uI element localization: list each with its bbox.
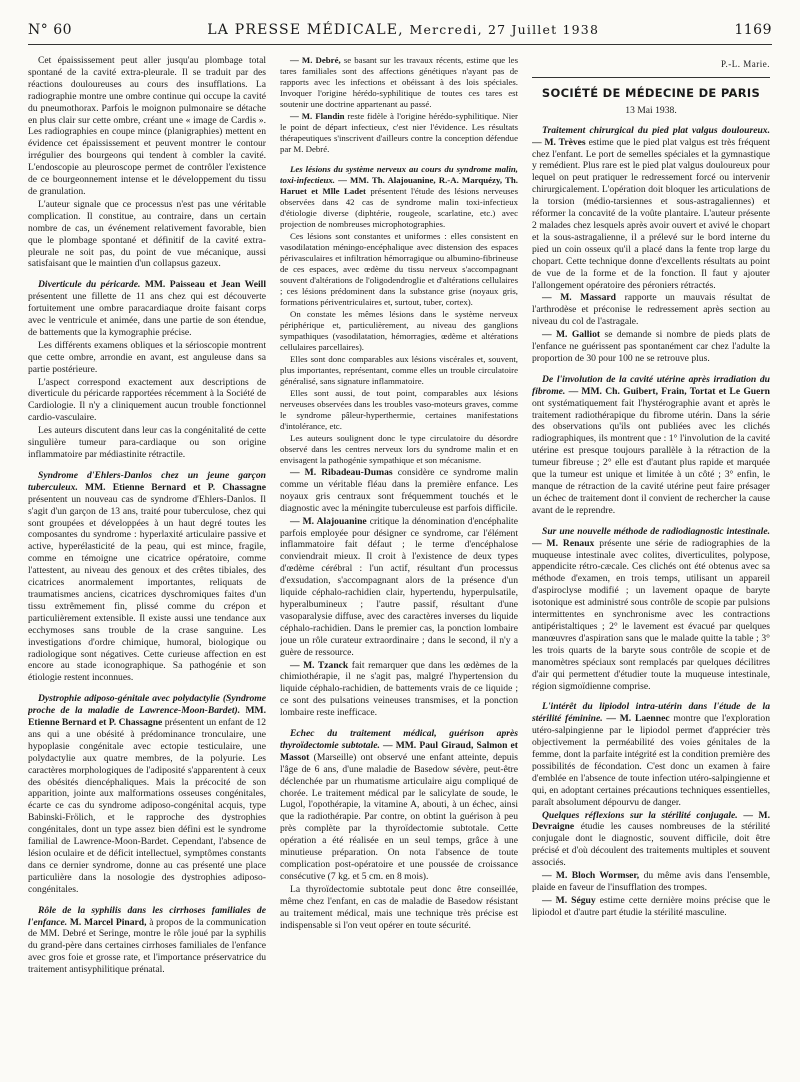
section-rule — [532, 77, 770, 78]
paragraph-text: critique la dénomination d'encéphalite parfois employée pour désigner ce syndrome, car l'élément inflammatoire fait défaut ; le terme d'encéphalose conviendrait mieux. Il croit à l'existence de deux types d'œdème cérébral : l'un actif, résultant d'un processus d'exsudation, s'accompagnant alors de la présence d'un liquide céphalo-rachidien clair, hypertendu, hyperpulsatile, hyperalbumineux ; l'autre passif, résultant d'une vasoparalysie diffuse, avec des caractères inverses du liquide céphalo-rachidien. Dans le premier cas, la ponction lombaire joue un rôle curateur extraordinaire ; dans le second, il n'y a guère de ressource. — [280, 515, 518, 658]
authors: MM. Etienne Bernard et P. Chassagne — [85, 481, 266, 493]
paragraph-text: Ces lésions sont constantes et uniformes : elles consistent en vasodilatation méningo-encéphalique avec distension des espaces périvasculaires et infiltration hémorragique ou albumino-fibrineuse de ces espaces, avec œdème du tissu nerveux s'accompagnant souvent d'altérations de l'oligodendroglie et d'altérations cellulaires ; ces lésions prédominent dans la substance grise (noyaux gris, formations périventriculaires et, surtout, tuber, cortex). — [280, 231, 518, 307]
section-title: Syndrome d'Ehlers-Danlos chez un jeune garçon tuberculeux. — [28, 469, 266, 493]
paragraph-text: du même avis dans l'ensemble, plaide en faveur de l'insufflation des trompes. — [532, 870, 770, 893]
authors: M. Marcel Pinard, — [69, 916, 147, 928]
paragraph-text: fait remarquer que dans les œdèmes de la chimiothérapie, il ne s'agit pas, malgré l'hypertension du liquide céphalo-rachidien, de battements vrais de ce liquide ; ce sont des pulsations veineuses transmises, et la ponction lombaire reste inefficace. — [280, 659, 518, 719]
page-header — [28, 22, 772, 44]
paragraph-text: présentent une fillette de 11 ans chez qui est découverte fortuitement une ombre paracardiaque droite faisant corps avec le ventricule et animée, dans une partie de son étendue, de battements que la kymographie précise. — [28, 291, 266, 338]
paragraph — [280, 728, 518, 883]
paragraph-text: présentent l'étude des lésions nerveuses observées dans 42 cas de syndrome malin toxi-infectieux d'étiologie diverse (diphtérie, rougeole, scarlatine, etc.) avec projection de nombreuses microphotographies. — [280, 186, 518, 229]
paragraph — [280, 231, 518, 308]
paragraph — [532, 895, 770, 919]
paragraph — [532, 870, 770, 894]
paragraph — [28, 55, 266, 198]
paragraph — [532, 526, 770, 693]
paragraph — [532, 374, 770, 517]
paragraph-text: ont systématiquement fait l'hystérographie avant et après le traitement radiothérapique du fibrome utérin. Dans la série des observations qu'ils ont publiées avec les clichés radiographiques, ils montrent que : 1° l'involution de la cavité utérine est presque toujours parallèle à la rétraction de la tumeur fibreuse ; 2° elle est d'autant plus rapide et marquée que la tumeur est unique et limitée à un côté ; 3° enfin, le manque de rétraction de la cavité utérine peut faire présager un échec de traitement dont il convient de rechercher la cause avant de le reprendre. — [532, 397, 770, 516]
paragraph-text: présentent un nouveau cas de syndrome d'Ehlers-Danlos. Il s'agit d'un garçon de 13 ans, traité pour tuberculose, chez qui sont groupées et développées à un haut degré toutes les composantes du syndrome : hyperlaxité articulaire passive et active, hyperélasticité de la peau, qui est mince, fragile, comme en témoigne une cicatrice opératoire, comme l'attestent, au niveau des genoux et des crêtes tibiales, des cicatrices anormalement importantes, reliquats de traumatismes anciens, cicatrices dyschromiques faites d'un tissu extrêmement fin, plissé comme du crépon et particulièrement extensible. Il existe aussi une tendance aux ecchymoses sans trouble de la crase sanguine. Les investigations d'ordre chimique, humoral, biologique ou radiologique sont négatives. Cette curieuse affection en est encore au stade iconographique. Sa pathogénie et son étiologie restent inconnues. — [28, 493, 266, 684]
paragraph-text: Les auteurs discutent dans leur cas la congénitalité de cette singulière tumeur para-cardiaque ou son origine inflammatoire par médiastinite rétractile. — [28, 425, 266, 460]
paragraph-text: Les différents examens obliques et la sérioscopie montrent que cette ombre, arrondie en avant, est anguleuse dans sa partie postérieure. — [28, 339, 266, 375]
authors: — MM. Ch. Guibert, Frain, Tortat et Le Guern — [568, 385, 770, 397]
paragraph — [28, 340, 266, 376]
paragraph — [280, 309, 518, 353]
authors: — M. Tzanck — [290, 659, 349, 671]
authors: — MM. Th. Alajouanine, R.-A. Marquézy, Th. Haruet et Mlle Ladet — [280, 175, 518, 196]
issue-number: N° 60 — [28, 22, 73, 38]
paragraph — [532, 125, 770, 292]
column-3 — [532, 55, 770, 1070]
authors: — M. Laennec — [606, 713, 670, 725]
society-title: SOCIÉTÉ DE MÉDECINE DE PARIS — [541, 85, 761, 100]
section-title: Sur une nouvelle méthode de radiodiagnostic intestinale. — [542, 525, 770, 537]
paragraph-text: rapporte un mauvais résultat de l'arthrodèse et préconise le redressement après section au niveau du col de l'astragale. — [532, 292, 770, 328]
authors: — M. Massard — [542, 292, 617, 304]
paragraph — [280, 467, 518, 515]
section-title: Dystrophie adiposo-génitale avec polydactylie (Syndrome proche de la maladie de Lawrence-Moon-Bardet). — [28, 693, 266, 717]
place: (Marseille) — [313, 751, 357, 763]
paragraph-text: à propos de la communication de MM. Debré et Seringe, montre le rôle joué par la syphilis du grand-père dans certaines cirrhoses familiales de l'enfance avec gros foie et grosse rate, et l'importance préservatrice du traitement antisyphilitique prénatal. — [28, 916, 266, 976]
paragraph — [280, 660, 518, 720]
paragraph-text: montre que l'exploration utéro-salpingienne par le lipiodol permet d'apprécier très objectivement la perméabilité des voies génitales de la femme, dont la parfaite intégrité est la condition première des possibilités de fécondation. C'est donc un examen à faire d'emblée en l'absence de toute infection utéro-salpingienne et qui, en adoptant certaines précautions techniques essentielles, paraît absolument dépourvu de danger. — [532, 713, 770, 808]
section-title: Traitement chirurgical du pied plat valgus douloureux. — [542, 124, 770, 136]
authors: MM. Etienne Bernard et P. Chassagne — [28, 705, 266, 729]
paragraph-text: estime que le pied plat valgus est très fréquent chez l'enfant. Le port de semelles spéciales et la gymnastique y remédient. Plus rare est le pied plat valgus douloureux pour lequel on peut pratiquer le redressement forcé ou intervenir chirurgicalement. L'opération doit bloquer les articulations de la torsion (médio-tarsiennes et sous-astragaliennes) et réformer la concavité de la voûte plantaire. L'auteur présente 2 malades chez lesquels après avoir ouvert et avivé le chopart et la sous-astragalienne, il a prélevé sur le bord interne du pied un coin osseux qu'il a placé dans la fente trop large du chopart. Cette technique donne d'excellents résultats au point de vue de la forme et de la fonction. Il faut y ajouter l'allongement opératoire des péroniers rétractés. — [532, 136, 770, 291]
page-number: 1169 — [734, 22, 772, 38]
paragraph — [280, 111, 518, 155]
section-title: De l'involution de la cavité utérine après irradiation du fibrome. — [532, 373, 770, 397]
journal-name: LA PRESSE MÉDICALE, — [207, 22, 404, 38]
authors: — MM. Paul Giraud, Salmon et Massot — [280, 739, 518, 763]
paragraph — [532, 329, 770, 365]
paragraph — [28, 425, 266, 461]
authors: — M. Renaux — [532, 537, 595, 549]
section-title: L'intérêt du lipiodol intra-utérin dans l'étude de la stérilité féminine. — [532, 701, 770, 725]
authors: — M. Alajouanine — [290, 515, 367, 527]
authors: — M. Trèves — [532, 136, 586, 148]
authors: — M. Ribadeau-Dumas — [290, 467, 393, 478]
paragraph — [532, 701, 770, 808]
paragraph-text: Cet épaississement peut aller jusqu'au plombage total spontané de la cavité extra-pleurale. Il se traduit par des réactions douloureuses au cours des insufflations. La radiographie montre une ombre continue qui occupe la cavité du pneumothorax. Parfois le moignon pulmonaire se détache en plus clair sur cette ombre, créant une « image de Cardis ». Les radiographies en coupe mince (planigraphies) mettent en évidence cet épaississement et peuvent montrer le contour irrégulier des bourgeons qui tendent à combler la cavité. L'endoscopie au pleuroscope permet de contrôler l'existence de ce bourgeonnement intense et le développement du tissu de granulation. — [28, 55, 266, 197]
paragraph-text: Les auteurs soulignent donc le type circulatoire du désordre observé dans les centres nerveux lors du syndrome malin et en envisagent la pathogénie sympathique et son mécanisme. — [280, 433, 518, 465]
paragraph — [28, 377, 266, 425]
authors: — M. Séguy — [542, 894, 596, 906]
paragraph-text: étudie les causes nombreuses de la stérilité conjugale dont le diagnostic, souvent difficile, doit être précisé et d'où découlent des traitements multiples et souvent associés. — [532, 821, 770, 869]
header-rule — [28, 44, 772, 45]
paragraph — [28, 199, 266, 270]
authors: — M. Flandin — [290, 111, 345, 121]
column-1 — [28, 55, 266, 1070]
journal-title — [207, 22, 599, 38]
author-signature: P.-L. Marie. — [721, 59, 770, 69]
paragraph — [280, 164, 518, 230]
paragraph — [280, 354, 518, 387]
article-columns — [28, 55, 772, 1070]
paragraph — [280, 516, 518, 659]
society-date: 13 Mai 1938. — [625, 104, 677, 116]
section-title: Quelques réflexions sur la stérilité conjugale. — [542, 809, 738, 821]
authors: MM. Paisseau et Jean Weill — [144, 279, 266, 291]
section-title: Diverticule du péricarde. — [38, 279, 141, 291]
paragraph-text: présentent un enfant de 12 ans qui a une obésité à prédominance tronculaire, une hypoplasie congénitale avec ectopie testiculaire, une polydactylie aux quatre membres, de la polyurie. Les caractères morphologiques de l'adiposité s'apparentent à ceux des obésités diencéphaliques. Mais la précocité de son apparition, jointe aux malformations osseuses congénitales, écarte ce cas du syndrome adiposo-congénital acquis, type Babinski-Frölich, et le rapproche des dystrophies congénitales, dont un type assez bien défini est le syndrome familial de Lawrence-Moon-Bardet. Cependant, l'absence de lésion oculaire et de déficit intellectuel, symptômes constants dans ce dernier syndrome, donne au cas présenté une place particulière dans la nosologie des dystrophies adiposo-congénitales. — [28, 717, 266, 895]
paragraph — [280, 55, 518, 110]
paragraph-text: considère ce syndrome malin comme un véritable fléau dans la première enfance. Les noyaux gris centraux sont fréquemment touchés et le diagnostic avec la méningite tuberculeuse est parfois difficile. — [280, 467, 518, 514]
paragraph — [532, 810, 770, 870]
paragraph — [28, 470, 266, 684]
paragraph-text: Elles sont aussi, de tout point, comparables aux lésions nerveuses observées dans les troubles vaso-moteurs graves, comme le syndrome pâleur-hyperthermie, certaines manifestations d'intolérance, etc. — [280, 388, 518, 431]
column-3-body — [532, 125, 770, 919]
paragraph-text: se basant sur les travaux récents, estime que les tares familiales sont des affections génétiques n'ayant pas de rapports avec les infections et obéissant à des lois spéciales. Invoquer l'origine hérédo-syphilitique de toutes ces tares est soutenir une doctrine appartenant au passé. — [280, 55, 518, 109]
paragraph-text: L'aspect correspond exactement aux descriptions de diverticule du péricarde rapportées récemment à la Société de Cardiologie. Il n'y a cliniquement aucun trouble fonctionnel cardio-vasculaire. — [28, 376, 266, 424]
column-2 — [280, 55, 518, 1070]
paragraph-text: L'auteur signale que ce processus n'est pas une véritable complication. Il constitue, au contraire, dans un certain nombre de cas, un événement relativement favorable, bien que le plombage spontané et définitif de la cavité extra-pleurale ne soit pas, du point de vue mécanique, aussi satisfaisant que le maintien d'un collapsus gazeux. — [28, 198, 266, 270]
paragraph — [28, 905, 266, 976]
paragraph — [28, 693, 266, 895]
paragraph-text: Elles sont donc comparables aux lésions viscérales et, souvent, plus importantes, représentant, comme elles un trouble circulatoire généralisé, sans signature inflammatoire. — [280, 354, 518, 386]
paragraph-text: ont observé une enfant atteinte, depuis l'âge de 6 ans, d'une maladie de Basedow sévère, peut-être déclenchée par un rhumatisme articulaire aigu compliqué de chorée. Le traitement médical par le salicylate de soude, le Lugol, l'opothérapie, la vitamine A, abouti, à un échec, ainsi que la radiothérapie. Par contre, on obtint la guérison à peu près complète par la thyroïdectomie subtotale. Cette opération a été réalisée en un seul temps, grâce à une minutieuse préparation. On nota l'absence de toute complication post-opératoire et une poussée de croissance consécutive (7 kg. et 5 cm. en 8 mois). — [280, 751, 518, 882]
authors: — M. Debré, — [290, 55, 341, 65]
authors: — M. Devraigne — [532, 809, 770, 833]
paragraph-text: reste fidèle à l'origine hérédo-syphilitique. Nier le point de départ infectieux, c'est nier l'évidence. Les résultats thérapeutiques s'inscrivent d'ailleurs contre la conception défendue par M. Debré. — [280, 111, 518, 154]
paragraph-text: On constate les mêmes lésions dans le système nerveux périphérique et, particulièrement, au niveau des ganglions sympathiques (vasodilatation, hémorragies, œdème et altérations cellulaires parcellaires). — [280, 309, 518, 352]
paragraph-text: présente une série de radiographies de la muqueuse intestinale avec colites, diverticulites, polypose, appendicite rétro-cæcale. Ces clichés ont été obtenus avec sa méthode d'examen, en trois temps, utilisant un appareil d'aspiroclyse modifié ; un lavement opaque de baryte isotonique est administré sous contrôle de scopie par pulsions intermittentes en synchronisme avec les contractions antipéristaltiques ; 2° le lavement est évacué par quelques manœuvres d'aspiration sans que le malade quitte la table ; 3° les trois quarts de la baryte sous contrôle de scopie et de manomètres spéciaux sont remplacés par quelques décilitres d'air qui permettent d'étudier toute la muqueuse intestinale, région sigmoïdienne comprise. — [532, 537, 770, 692]
authors: — M. Galliot — [542, 329, 601, 341]
paragraph — [280, 433, 518, 466]
section-title: Les lésions du système nerveux au cours du syndrome malin, toxi-infectieux. — [280, 164, 518, 185]
paragraph-text: La thyroïdectomie subtotale peut donc être conseillée, même chez l'enfant, en cas de maladie de Basedow résistant au traitement médical, mais une technique très précise est indispensable si l'on veut opérer en toute sécurité. — [280, 883, 518, 931]
section-title: Rôle de la syphilis dans les cirrhoses familiales de l'enfance. — [28, 904, 266, 928]
paragraph — [28, 279, 266, 339]
section-title: Echec du traitement médical, guérison après thyroïdectomie subtotale. — [280, 728, 518, 751]
paragraph-text: estime cette dernière moins précise que le lipiodol et d'autre part étudie la stérilité masculine. — [532, 894, 770, 918]
issue-date: Mercredi, 27 Juillet 1938 — [409, 22, 600, 37]
paragraph — [532, 292, 770, 328]
paragraph — [280, 884, 518, 932]
paragraph-text: se demande si nombre de pieds plats de l'enfance ne guérissent pas spontanément car chez l'adulte la proportion de 30 pour 100 ne se retrouve plus. — [532, 329, 770, 364]
authors: — M. Bloch Wormser, — [542, 870, 640, 882]
paragraph — [280, 388, 518, 432]
